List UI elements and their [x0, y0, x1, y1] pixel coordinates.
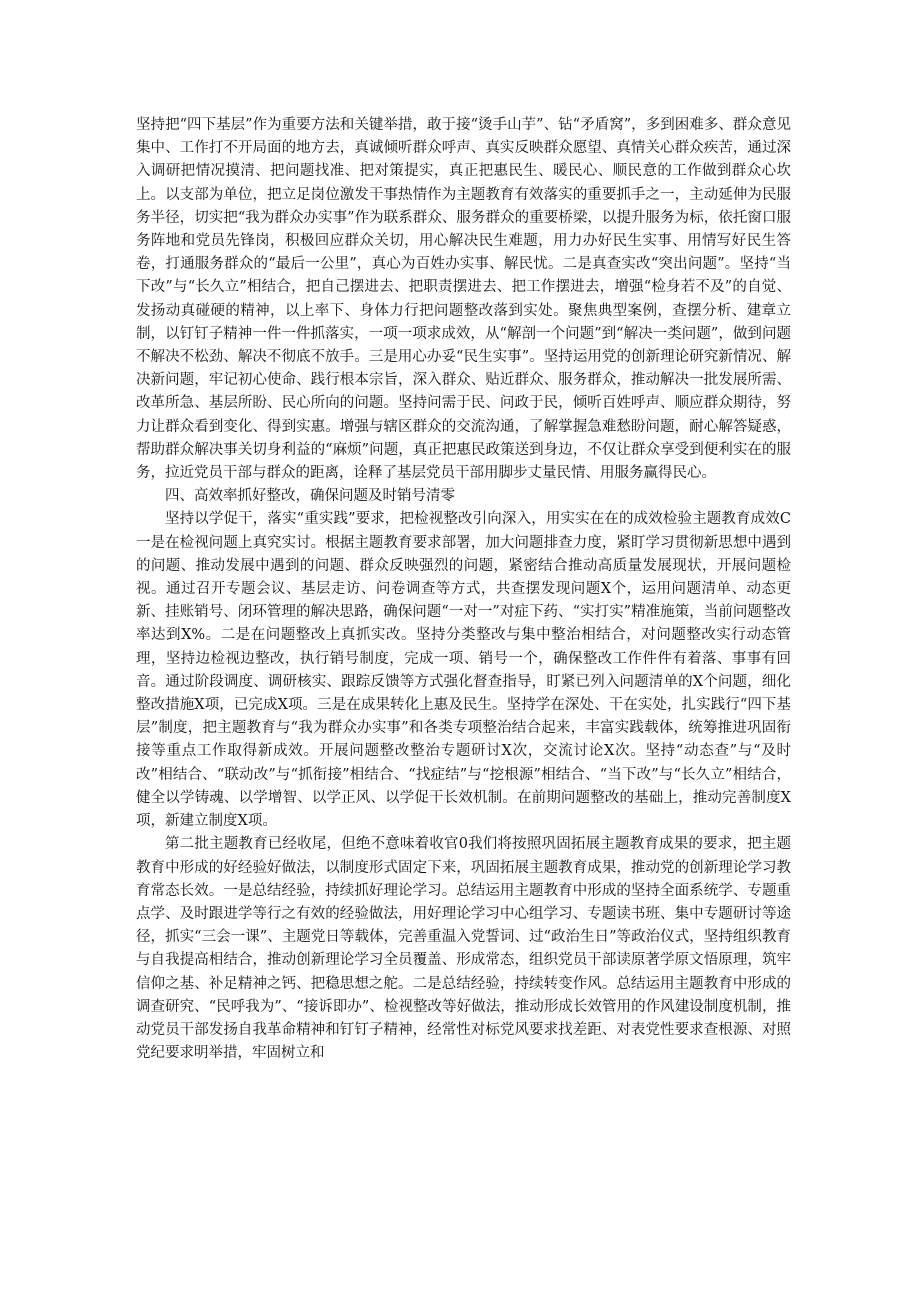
- document-page: [136, 114, 791, 1065]
- body-paragraph-1: 坚持把“四下基层”作为重要方法和关键举措，敢于接“烫手山芋”、钻“矛盾窝”，多到困难多、群众意见集中、工作打不开局面的地方去，真诚倾听群众呼声、真实反映群众愿望、真情关心群众疾苦，通过深入调研把情况摸清、把问题找准、把对策提实，真正把惠民生、暖民心、顺民意的工作做到群众心坎上。以支部为单位，把立足岗位激发干事热情作为主题教育有效落实的重要抓手之一，主动延伸为民服务半径，切实把“我为群众办实事”作为联系群众、服务群众的重要桥梁，以提升服务为标，依托窗口服务阵地和党员先锋岗，积极回应群众关切，用心解决民生难题，用力办好民生实事、用情写好民生答卷，打通服务群众的“最后一公里”，真心为百姓办实事、解民忧。二是真查实改“突出问题”。坚持“当下改”与“长久立”相结合，把自己摆进去、把职责摆进去、把工作摆进去，增强“检身若不及”的自觉、发扬动真碰硬的精神，以上率下、身体力行把问题整改落到实处。聚焦典型案例，查摆分析、建章立制，以钉钉子精神一件一件抓落实，一项一项求成效，从“解剖一个问题”到“解决一类问题”，做到问题不解决不松劲、解决不彻底不放手。三是用心办妥“民生实事”。坚持运用党的创新理论研究新情况、解决新问题，牢记初心使命、践行根本宗旨，深入群众、贴近群众、服务群众，推动解决一批发展所需、改革所急、基层所盼、民心所向的问题。坚持问需于民、问政于民，倾听百姓呼声、顺应群众期待，努力让群众看到变化、得到实惠。增强与辖区群众的交流沟通，了解掌握急难愁盼问题，耐心解答疑惑，帮助群众解决事关切身利益的“麻烦”问题，真正把惠民政策送到身边，不仅让群众享受到便利实在的服务，拉近党员干部与群众的距离，诠释了基层党员干部用脚步丈量民情、用服务赢得民心。: [136, 117, 791, 482]
- body-paragraph-3: 第二批主题教育已经收尾，但绝不意味着收官0我们将按照巩固拓展主题教育成果的要求，把主题教育中形成的好经验好做法，以制度形式固定下来，巩固拓展主题教育成果，推动党的创新理论学习教育常态长效。一是总结经验，持续抓好理论学习。总结运用主题教育中形成的坚持全面系统学、专题重点学、及时跟进学等行之有效的经验做法，用好理论学习中心组学习、专题读书班、集中专题研讨等途径，抓实“三会一课”、主题党日等载体，完善重温入党誓词、过“政治生日”等政治仪式，坚持组织教育与自我提高相结合，推动创新理论学习全员覆盖、形成常态，组织党员干部读原著学原文悟原理，筑牢信仰之基、补足精神之钙、把稳思想之舵。二是总结经验，持续转变作风。总结运用主题教育中形成的调查研究、“民呼我为”、“接诉即办”、检视整改等好做法，推动形成长效管用的作风建设制度机制，推动党员干部发扬自我革命精神和钉钉子精神，经常性对标党风要求找差距、对表党性要求查根源、对照党纪要求明举措，牢固树立和: [136, 836, 791, 1062]
- body-paragraph-2: 坚持以学促干，落实“重实践”要求，把检视整改引向深入，用实实在在的成效检验主题教育成效C一是在检视问题上真究实讨。根据主题教育要求部署，加大问题排查力度，紧盯学习贯彻新思想中遇到的问题、推动发展中遇到的问题、群众反映强烈的问题，紧密结合推动高质量发展现状，开展问题检视。通过召开专题会议、基层走访、问卷调查等方式，共查摆发现问题X个，运用问题清单、动态更新、挂账销号、闭环管理的解决思路，确保问题“一对一”对症下药、“实打实”精准施策，当前问题整改率达到X%。二是在问题整改上真抓实改。坚持分类整改与集中整治相结合，对问题整改实行动态管理，坚持边检视边整改，执行销号制度，完成一项、销号一个，确保整改工作件件有着落、事事有回音。通过阶段调度、调研核实、跟踪反馈等方式强化督查指导，盯紧已列入问题清单的X个问题，细化整改措施X项，已完成X项。三是在成果转化上惠及民生。坚持学在深处、干在实处，扎实践行“四下基层”制度，把主题教育与“我为群众办实事”和各类专项整治结合起来，丰富实践载体，统筹推进巩固衔接等重点工作取得新成效。开展问题整改整治专题研讨X次，交流讨论X次。坚持“动态查”与“及时改”相结合、“联动改”与“抓衔接”相结合、“找症结”与“挖根源”相结合、“当下改”与“长久立”相结合，健全以学铸魂、以学增智、以学正风、以学促干长效机制。在前期问题整改的基础上，推动完善制度X项，新建立制度X项。: [136, 511, 791, 830]
- section-heading: 四、高效率抓好整改，确保问题及时销号清零: [165, 488, 455, 505]
